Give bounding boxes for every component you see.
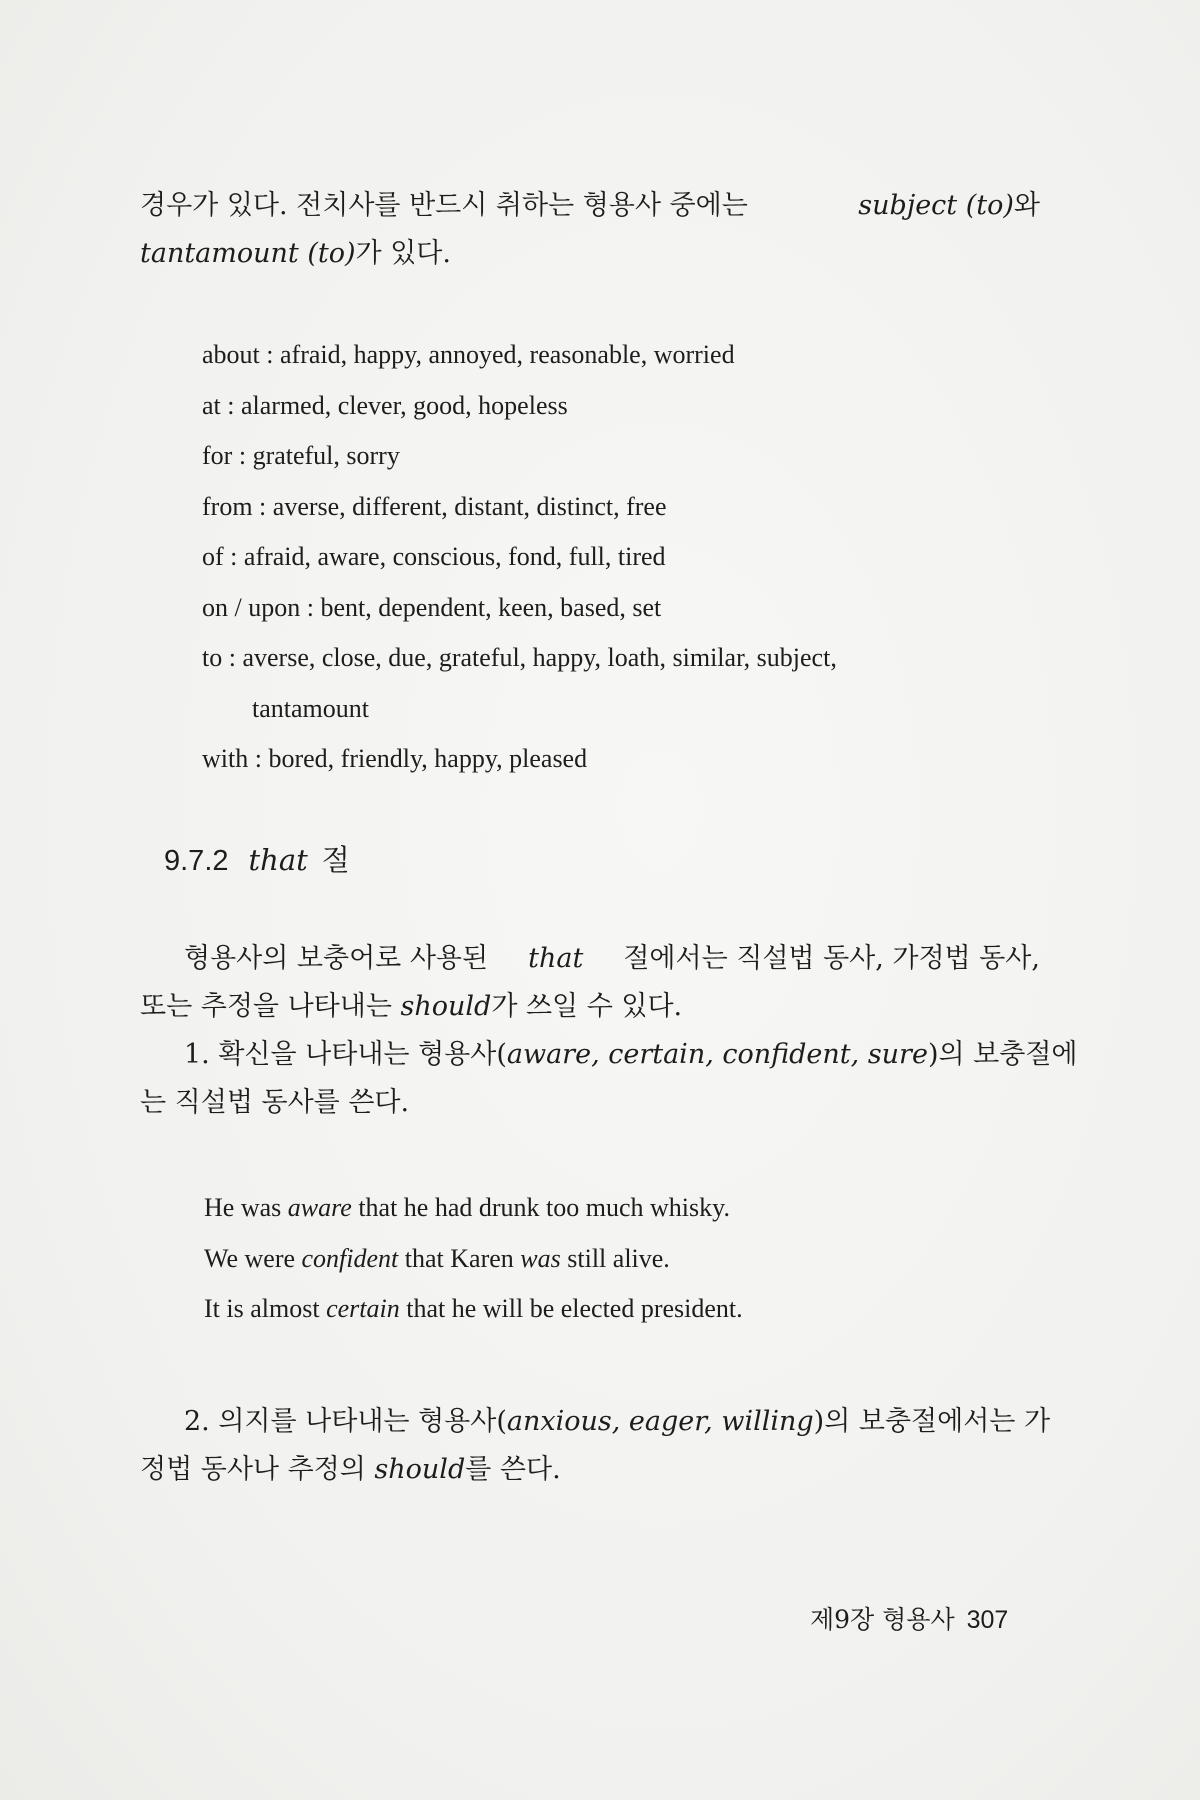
list-prep: with: [202, 744, 249, 773]
example-keyword: certain: [326, 1294, 400, 1323]
intro-term-tantamount: tantamount (to): [140, 238, 356, 269]
section-title: 절: [321, 843, 350, 877]
list-prep: of: [202, 542, 224, 571]
example-keyword: aware: [287, 1193, 352, 1222]
intro-line-2: [140, 230, 1040, 278]
example-text: that he will be elected president.: [399, 1294, 743, 1323]
section-heading: [164, 836, 350, 885]
list-item: at : alarmed, clever, good, hopeless: [202, 390, 568, 420]
list-item: with : bored, friendly, happy, pleased: [202, 744, 588, 773]
item2-text-2: )의 보충절에서는 가: [813, 1406, 1051, 1437]
list-adjs: alarmed, clever, good, hopeless: [241, 390, 568, 420]
list-adjs: averse, close, due, grateful, happy, loath, similar, subject,: [242, 643, 837, 672]
list-item: to : averse, close, due, grateful, happy, loath, similar, subject,: [202, 643, 837, 672]
item2-adjectives: anxious, eager, willing: [506, 1406, 814, 1437]
example-text: still alive.: [560, 1243, 670, 1273]
example-keyword: was: [520, 1243, 561, 1273]
list-item: on / upon : bent, dependent, keen, based, set: [202, 592, 662, 622]
item1-text-1: 1. 확신을 나타내는 형용사(: [184, 1039, 507, 1070]
para1-text-2: 절에서는 직설법 동사, 가정법 동사,: [623, 943, 1040, 974]
intro-line-1: [140, 182, 1040, 230]
list-prep: on / upon: [202, 592, 301, 622]
page-footer: [810, 1600, 1008, 1640]
chapter-title: 제9장 형용사: [810, 1605, 955, 1634]
list-item: from : averse, different, distant, distinct, free: [202, 491, 667, 521]
list-adjs: grateful, sorry: [252, 441, 400, 470]
item1-line-2: [140, 1079, 1040, 1127]
example-text: that he had drunk too much whisky.: [351, 1193, 730, 1222]
para1-text-4: 가 쓰일 수 있다.: [491, 991, 683, 1022]
example-keyword: confident: [301, 1243, 399, 1273]
intro-text-1: 경우가 있다. 전치사를 반드시 취하는 형용사 중에는: [140, 190, 748, 221]
example-text: We were: [204, 1243, 302, 1273]
list-item-continuation: [202, 684, 1032, 735]
para1-text-3: 또는 추정을 나타내는: [140, 991, 392, 1022]
para1-line-2: [140, 983, 1040, 1031]
section-number: 9.7.2: [164, 845, 229, 877]
intro-text-3: 가 있다.: [355, 238, 451, 269]
list-prep: at: [202, 390, 221, 420]
list-adjs: bent, dependent, keen, based, set: [320, 592, 662, 622]
item-2-paragraph: [140, 1398, 1051, 1494]
list-item: for : grateful, sorry: [202, 441, 400, 470]
item1-line-1: [140, 1031, 1078, 1079]
intro-text-2: 와: [1013, 190, 1040, 221]
paragraph-that-clause: [140, 935, 1078, 1127]
list-prep: from: [202, 491, 253, 521]
intro-paragraph: [140, 182, 1040, 278]
list-adjs: bored, friendly, happy, pleased: [268, 744, 588, 773]
para1-keyword-should: should: [400, 991, 492, 1022]
item2-text-3: 정법 동사나 추정의: [140, 1454, 366, 1485]
example-text: that Karen: [398, 1243, 521, 1273]
item2-text-4: 를 쓴다.: [465, 1454, 561, 1485]
para1-text-1: 형용사의 보충어로 사용된: [184, 943, 489, 974]
list-adjs-cont: tantamount: [252, 693, 369, 723]
item2-keyword-should: should: [374, 1454, 466, 1485]
page-number: 307: [966, 1606, 1009, 1634]
example-text: He was: [204, 1193, 288, 1222]
item2-text-1: 2. 의지를 나타내는 형용사(: [184, 1406, 507, 1437]
list-adjs: averse, different, distant, distinct, free: [272, 491, 667, 521]
item1-text-3: 는 직설법 동사를 쓴다.: [140, 1087, 410, 1118]
example-sentence: [204, 1284, 1004, 1335]
example-sentences: [204, 1183, 1004, 1335]
preposition-list: [202, 330, 1032, 785]
section-keyword: that: [248, 843, 308, 877]
para1-line-1: [140, 935, 1040, 983]
example-text: It is almost: [204, 1294, 327, 1323]
item1-adjectives: aware, certain, confident, sure: [506, 1039, 928, 1070]
item2-line-2: [140, 1446, 1040, 1494]
item1-text-2: )의 보충절에: [927, 1039, 1078, 1070]
item2-line-1: [140, 1398, 1051, 1446]
list-prep: about: [202, 340, 260, 369]
intro-term-subject: subject (to): [858, 190, 1014, 221]
list-prep: for: [202, 441, 233, 470]
example-sentence: [204, 1183, 1004, 1234]
example-sentence: [204, 1234, 1004, 1285]
list-adjs: afraid, happy, annoyed, reasonable, worried: [280, 340, 735, 369]
para1-keyword-that: that: [528, 943, 584, 974]
list-item: about : afraid, happy, annoyed, reasonable, worried: [202, 340, 735, 369]
list-item: of : afraid, aware, conscious, fond, full, tired: [202, 542, 666, 571]
list-adjs: afraid, aware, conscious, fond, full, tired: [243, 542, 666, 571]
list-prep: to: [202, 643, 223, 672]
